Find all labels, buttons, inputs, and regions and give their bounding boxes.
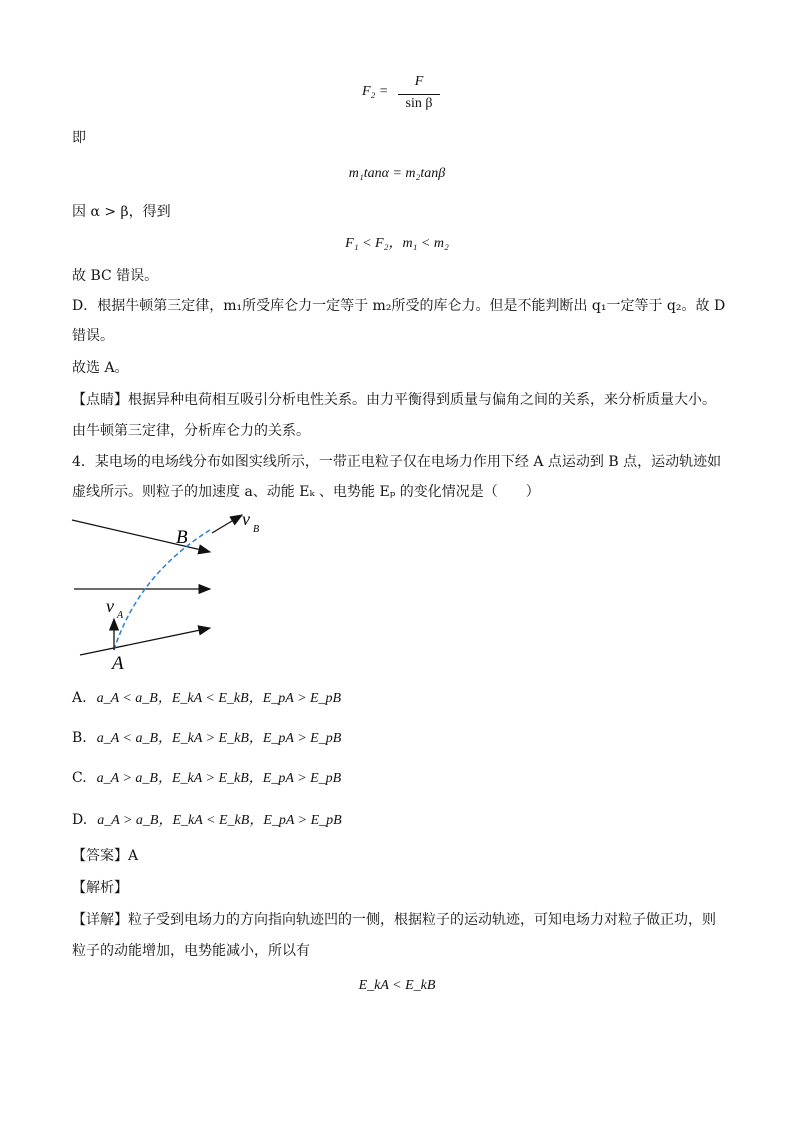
option-d-expr: a_A > a_B，E_kA < E_kB，E_pA > E_pB (97, 813, 342, 828)
label-a: A (112, 653, 124, 674)
label-va: v (106, 596, 114, 616)
word-ji: 即 (72, 130, 86, 146)
formula-f2-lhs: F₂ = (362, 84, 389, 99)
option-b-letter: B. (72, 730, 87, 746)
option-b[interactable] (72, 728, 341, 749)
analysis-line: 【解析】 (72, 880, 128, 896)
option-a[interactable] (72, 688, 341, 709)
field-line-bottom (80, 628, 210, 655)
formula-f2 (362, 74, 442, 116)
detail-line-2: 粒子的动能增加，电势能减小，所以有 (72, 943, 310, 959)
question-4-line-1: 4．某电场的电场线分布如图实线所示，一带正电粒子仅在电场力作用下经 A 点运动到 B 点，运动轨迹如 (72, 454, 722, 470)
label-vb-sub: B (253, 524, 260, 535)
formula-mass: m₁tanα = m₂tanβ (348, 166, 446, 181)
option-b-expr: a_A < a_B，E_kA > E_kB，E_pA > E_pB (96, 731, 342, 746)
option-d[interactable] (72, 810, 342, 831)
detail-line-1: 【详解】粒子受到电场力的方向指向轨迹凹的一侧，根据粒子的运动轨迹，可知电场力对粒子做正功，则 (72, 912, 716, 928)
formula-ineq: F₁ < F₂，m₁ < m₂ (345, 236, 449, 251)
option-c-expr: a_A > a_B，E_kA > E_kB，E_pA > E_pB (96, 771, 342, 786)
field-line-top (72, 520, 210, 552)
question-4-line-2: 虚线所示。则粒子的加速度 a、动能 Eₖ 、电势能 Eₚ 的变化情况是（ ） (72, 484, 540, 500)
option-a-expr: a_A < a_B，E_kA < E_kB，E_pA > E_pB (96, 691, 342, 706)
option-c-letter: C. (72, 770, 87, 786)
formula-final: E_kA < E_kB (358, 978, 436, 993)
line-select: 故选 A。 (72, 360, 129, 376)
line-bc: 故 BC 错误。 (72, 268, 159, 284)
answer-line: 【答案】A (72, 848, 139, 864)
formula-f2-denominator: sin β (405, 96, 433, 111)
label-va-sub: A (117, 610, 124, 621)
option-d-letter: D. (72, 812, 88, 828)
option-a-letter: A. (72, 690, 87, 706)
line-d1: D．根据牛顿第三定律，m₁所受库仑力一定等于 m₂所受的库仑力。但是不能判断出 q₁一定等于 q₂。故 D (72, 298, 726, 314)
note-line-2: 由牛顿第三定律，分析库仑力的关系。 (72, 423, 310, 439)
fraction-bar (398, 94, 440, 95)
note-line-1: 【点睛】根据异种电荷相互吸引分析电性关系。由力平衡得到质量与偏角之间的关系，来分析质量大小。 (72, 392, 716, 408)
electric-field-figure (60, 505, 280, 675)
line-because: 因 α > β，得到 (72, 204, 171, 220)
label-vb: v (242, 509, 250, 529)
option-c[interactable] (72, 768, 341, 789)
label-b: B (176, 527, 188, 548)
formula-f2-numerator: F (414, 74, 424, 89)
line-d2: 错误。 (72, 328, 114, 344)
velocity-arrow-b (212, 515, 242, 533)
